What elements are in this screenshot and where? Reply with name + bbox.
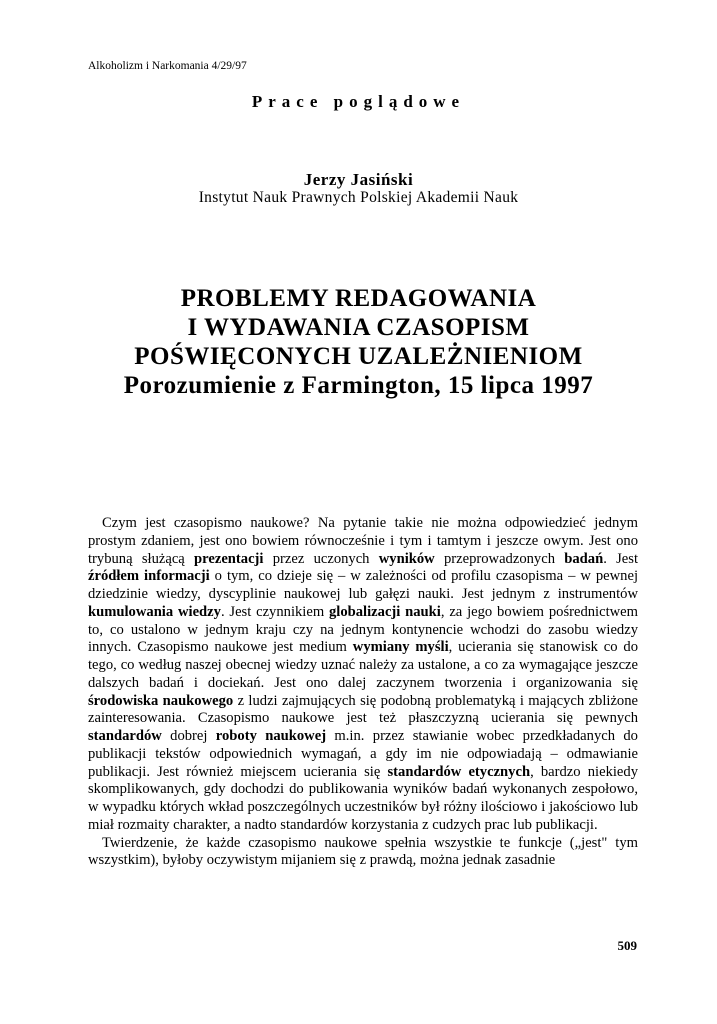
bold-term: prezentacji xyxy=(194,550,264,567)
body-paragraph: Twierdzenie, że każde czasopismo naukowe spełnia wszystkie te funkcje („jest" tym wszystkim), byłoby oczywistym mijaniem się z prawdą, można jednak zasadnie xyxy=(88,834,638,869)
text-run: przez uczonych xyxy=(263,550,379,567)
text-run: z ludzi zajmujących się podobną problematyką i mających zbliżone zainteresowania. Czasopismo naukowe jest też płaszczyzną ucierania się pewnych xyxy=(88,692,638,727)
author-affiliation: Instytut Nauk Prawnych Polskiej Akademii Nauk xyxy=(198,189,519,206)
body-paragraph xyxy=(88,515,638,835)
section-title: Prace poglądowe xyxy=(251,92,466,111)
title-line: PROBLEMY REDAGOWANIA xyxy=(180,285,537,312)
bold-term: środowiska naukowego xyxy=(88,692,234,709)
title-subtitle: Porozumienie z Farmington, 15 lipca 1997 xyxy=(123,372,594,399)
bold-term: źródłem informacji xyxy=(88,568,210,585)
title-line: POŚWIĘCONYCH UZALEŻNIENIOM xyxy=(134,343,583,370)
bold-term: wyników xyxy=(378,550,435,567)
running-header: Alkoholizm i Narkomania 4/29/97 xyxy=(88,60,247,72)
text-run: . Jest xyxy=(603,550,638,567)
bold-term: wymiany myśli xyxy=(352,639,449,656)
text-run: , za jego bowiem pośrednictwem to, co ustalono w jednym kraju czy na jednym kontynencie wchodzi do zasobu wiedzy innych. Czasopismo naukowe jest medium xyxy=(88,603,639,656)
text-run: m.in. przez stawianie wobec przedkładanych do publikacji tekstów odpowiednich wymagań, a gdy im nie odpowiadają – odmawianie publikacji. Jest również miejscem ucierania się xyxy=(88,728,638,780)
text-run: dobrej xyxy=(161,728,216,744)
text-run: . Jest czynnikiem xyxy=(220,603,329,620)
text-run: o tym, co dzieje się – w zależności od profilu czasopisma – w pewnej dziedzinie wiedzy, dyscyplinie naukowej lub gałęzi nauki. Jest jednym z instrumentów xyxy=(88,568,638,602)
text-run: Czym jest czasopismo naukowe? Na pytanie takie nie można odpowiedzieć jednym prostym zdaniem, jest ono bowiem równocześnie i tym i tamtym i jeszcze owym. Jest ono trybuną służącą xyxy=(88,515,638,567)
title-line: I WYDAWANIA CZASOPISM xyxy=(187,314,530,341)
article-body xyxy=(88,515,638,870)
article-title xyxy=(0,284,717,400)
bold-term: standardów xyxy=(88,728,162,744)
text-run: , ucierania się stanowisk co do tego, co według naszej obecnej wiedzy uznać należy za ustalone, a co za wymagające jeszcze dalszych badań i dociekań. Jest ono dalej zaczynem tworzenia i organizowania się xyxy=(88,639,638,691)
bold-term: kumulowania wiedzy xyxy=(88,603,221,620)
text-run: przeprowadzonych xyxy=(434,550,565,567)
bold-term: roboty naukowej xyxy=(215,728,327,744)
bold-term: globalizacji nauki xyxy=(329,603,441,620)
text-run: , bardzo niekiedy skomplikowanych, gdy dochodzi do publikowania wyników badań wykonanych zespołowo, w wypadku których wkład poszczególnych uczestników był różny ilościowo i jakościowo lub miał rozmaity charakter, a nadto standardów korzystania z cudzych prac lub publikacji. xyxy=(88,763,638,833)
bold-term: standardów etycznych xyxy=(387,763,531,780)
bold-term: badań xyxy=(564,550,604,567)
author-name: Jerzy Jasiński xyxy=(303,170,414,189)
page-number: 509 xyxy=(617,938,637,953)
